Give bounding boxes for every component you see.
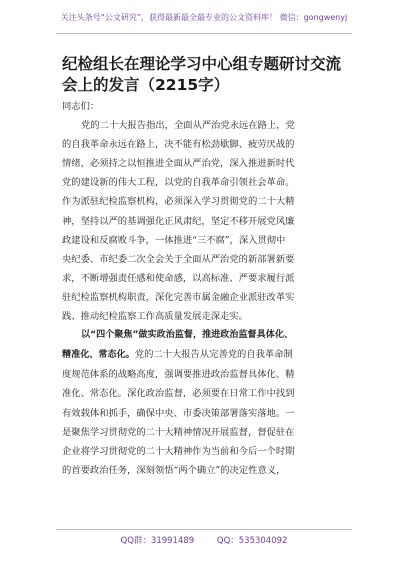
page-header-banner: 关注头条号“公文研究”，获得最新最全最专业的公文资料库！ 微信：gongwenyj	[60, 13, 348, 22]
title-line-2: 会上的发言（2215字）	[62, 76, 230, 94]
title-line-1: 纪检组长在理论学习中心组专题研讨交流	[62, 55, 342, 73]
document-title	[62, 54, 362, 96]
paragraph-1-line-6: 神，坚持以严的基调强化正风肃纪，坚定不移开展党风廉	[62, 215, 295, 227]
page-footer	[0, 534, 408, 546]
paragraph-1-line-7: 政建设和反腐败斗争，一体推进“三不腐”，深入贯彻中	[62, 234, 286, 246]
header-divider	[56, 33, 352, 34]
paragraph-2-line-6: 是聚焦学习贯彻党的二十大精神情况开展监督，督促驻在	[62, 426, 295, 438]
paragraph-2-line-7: 企业将学习贯彻党的二十大精神作为当前和今后一个时期	[62, 445, 295, 457]
paragraph-1-line-9: 求，不断增强责任感和使命感，以高标准、严要求履行派	[62, 272, 295, 284]
paragraph-1-line-10: 驻纪检监察机构职责，深化完善市属金融企业派驻改革实	[62, 291, 295, 303]
paragraph-1-line-1: 党的二十大报告指出，全面从严治党永远在路上，党	[81, 120, 295, 132]
paragraph-2-line-8: 的首要政治任务，深刻领悟“两个确立”的决定性意义，	[62, 464, 286, 476]
document-body	[62, 97, 362, 480]
paragraph-2-heading: 以“四个聚焦”做实政治监督，推进政治监督具体化、	[81, 330, 294, 341]
paragraph-2-line-4: 准化、常态化。深化政治监督，必须要在日常工作中找到	[62, 388, 295, 400]
paragraph-2-line-3: 度规范体系的战略高度，强调要推进政治监督具体化、精	[62, 369, 295, 381]
paragraph-1-line-5: 作为派驻纪检监察机构，必须深入学习贯彻党的二十大精	[62, 196, 295, 208]
footer-qq-group: QQ群：31991489	[120, 536, 195, 546]
paragraph-2-heading-cont: 精准化、常态化。	[62, 350, 135, 361]
footer-qq-number: QQ：535304092	[216, 536, 288, 546]
paragraph-2-text: 党的二十大报告从完善党的自我革命制	[134, 349, 293, 361]
paragraph-1-line-3: 情绪，必须持之以恒推进全面从严治党，深入推进新时代	[62, 158, 295, 170]
paragraph-1-line-11: 践、推动纪检监察工作高质量发展走深走实。	[62, 311, 248, 323]
paragraph-2-line-5: 有效载体和抓手，确保中央、市委决策部署落实落地。一	[62, 407, 295, 419]
footer-divider	[56, 529, 352, 530]
paragraph-1-line-8: 央纪委、市纪委二次全会关于全面从严治党的新部署新要	[62, 253, 295, 265]
paragraph-2-line-2	[62, 345, 362, 365]
paragraph-1-line-4: 党的建设新的伟大工程，以党的自我革命引领社会革命。	[62, 177, 295, 189]
paragraph-1-line-2: 的自我革命永远在路上，决不能有松劲歇脚、疲劳厌战的	[62, 139, 295, 151]
salutation: 同志们：	[62, 101, 100, 112]
